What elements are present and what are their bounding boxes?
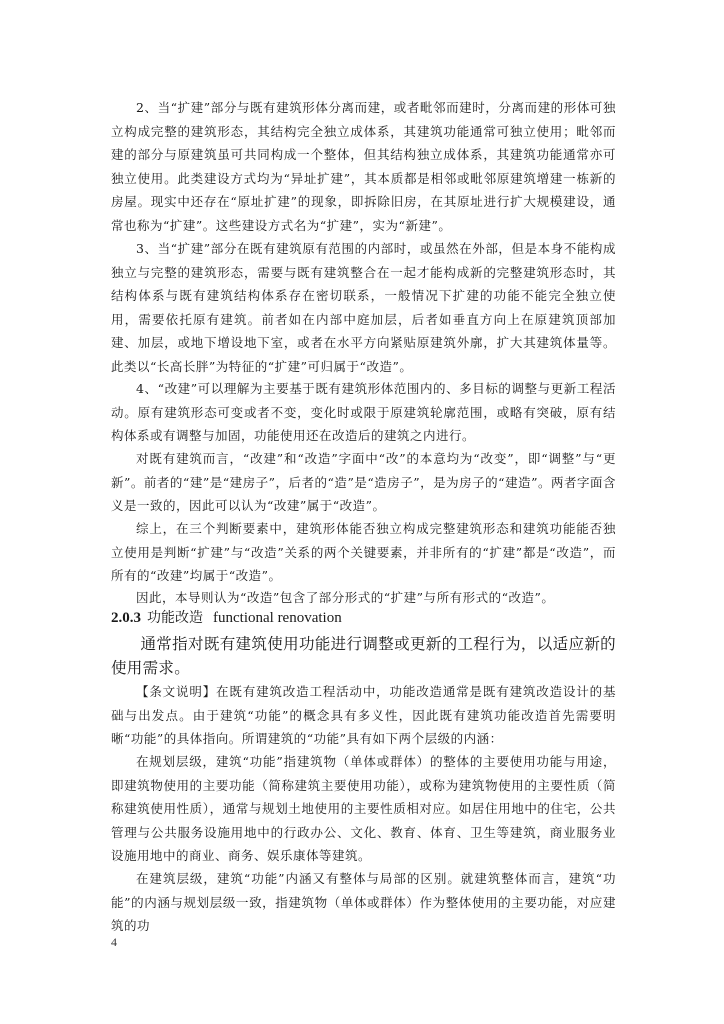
- paragraph-planning-level: 在规划层级，建筑“功能”指建筑物（单体或群体）的整体的主要使用功能与用途，即建筑物使用的主要功能（简称建筑主要使用功能），或称为建筑物使用的主要性质（简称建筑使用性质），通常与规划土地使用的主要性质相对应。如居住用地中的住宅，公共管理与公共服务设施用地中的行政办公、文化、教育、体育、卫生等建筑，商业服务业设施用地中的商业、商务、娱乐康体等建筑。: [111, 754, 616, 863]
- section-title-zh: 功能改造: [147, 610, 203, 626]
- paragraph-summary: 综上，在三个判断要素中，建筑形体能否独立构成完整建筑形态和建筑功能能否独立使用是判断“扩建”与“改造”关系的两个关键要素，并非所有的“扩建”都是“改造”，而所有的“改建”均属于“改造”。: [111, 521, 616, 583]
- section-title-en: functional renovation: [213, 610, 342, 626]
- paragraph-building-level: 在建筑层级，建筑“功能”内涵又有整体与局部的区别。就建筑整体而言，建筑“功能”的内涵与规划层级一致，指建筑物（单体或群体）作为整体使用的主要功能，对应建筑的功: [111, 871, 616, 933]
- paragraph-compare: 对既有建筑而言，“改建”和“改造”字面中“改”的本意均为“改变”，即“调整”与“更新”。前者的“建”是“建房子”，后者的“造”是“造房子”，是为房子的“建造”。两者字面含义是一致的，因此可以认为“改建”属于“改造”。: [111, 451, 616, 513]
- section-definition: 通常指对既有建筑使用功能进行调整或更新的工程行为，以适应新的使用需求。: [111, 635, 616, 677]
- paragraph-item-4: 4、“改建”可以理解为主要基于既有建筑形体范围内的、多目标的调整与更新工程活动。原有建筑形态可变或者不变，变化时或限于原建筑轮廓范围，或略有突破，原有结构体系或有调整与加固，功能使用还在改造后的建筑之内进行。: [111, 381, 616, 443]
- paragraph-explanation: 【条文说明】在既有建筑改造工程活动中，功能改造通常是既有建筑改造设计的基础与出发点。由于建筑“功能”的概念具有多义性，因此既有建筑功能改造首先需要明晰“功能”的具体指向。所谓建筑的“功能”具有如下两个层级的内涵：: [111, 684, 616, 746]
- section-heading: [111, 606, 616, 630]
- page-number: 4: [111, 935, 117, 949]
- paragraph-conclusion: 因此，本导则认为“改造”包含了部分形式的“扩建”与所有形式的“改造”。: [136, 590, 555, 605]
- paragraph-item-2: 2、当“扩建”部分与既有建筑形体分离而建，或者毗邻而建时，分离而建的形体可独立构成完整的建筑形态，其结构完全独立成体系，其建筑功能通常可独立使用；毗邻而建的部分与原建筑虽可共同构成一个整体，但其结构独立成体系，其建筑功能通常亦可独立使用。此类建设方式均为“异址扩建”，其本质都是相邻或毗邻原建筑增建一栋新的房屋。现实中还存在“原址扩建”的现象，即拆除旧房，在其原址进行扩大规模建设，通常也称为“扩建”。这些建设方式名为“扩建”，实为“新建”。: [111, 100, 616, 233]
- paragraph-item-3: 3、当“扩建”部分在既有建筑原有范围的内部时，或虽然在外部，但是本身不能构成独立与完整的建筑形态，需要与既有建筑整合在一起才能构成新的完整建筑形态时，其结构体系与既有建筑结构体系存在密切联系，一般情况下扩建的功能不能完全独立使用，需要依托原有建筑。前者如在内部中庭加层，后者如垂直方向上在原建筑顶部加建、加层，或地下增设地下室，或者在水平方向紧贴原建筑外廓，扩大其建筑体量等。此类以“长高长胖”为特征的“扩建”可归属于“改造”。: [111, 241, 616, 374]
- section-number: 2.0.3: [111, 610, 141, 626]
